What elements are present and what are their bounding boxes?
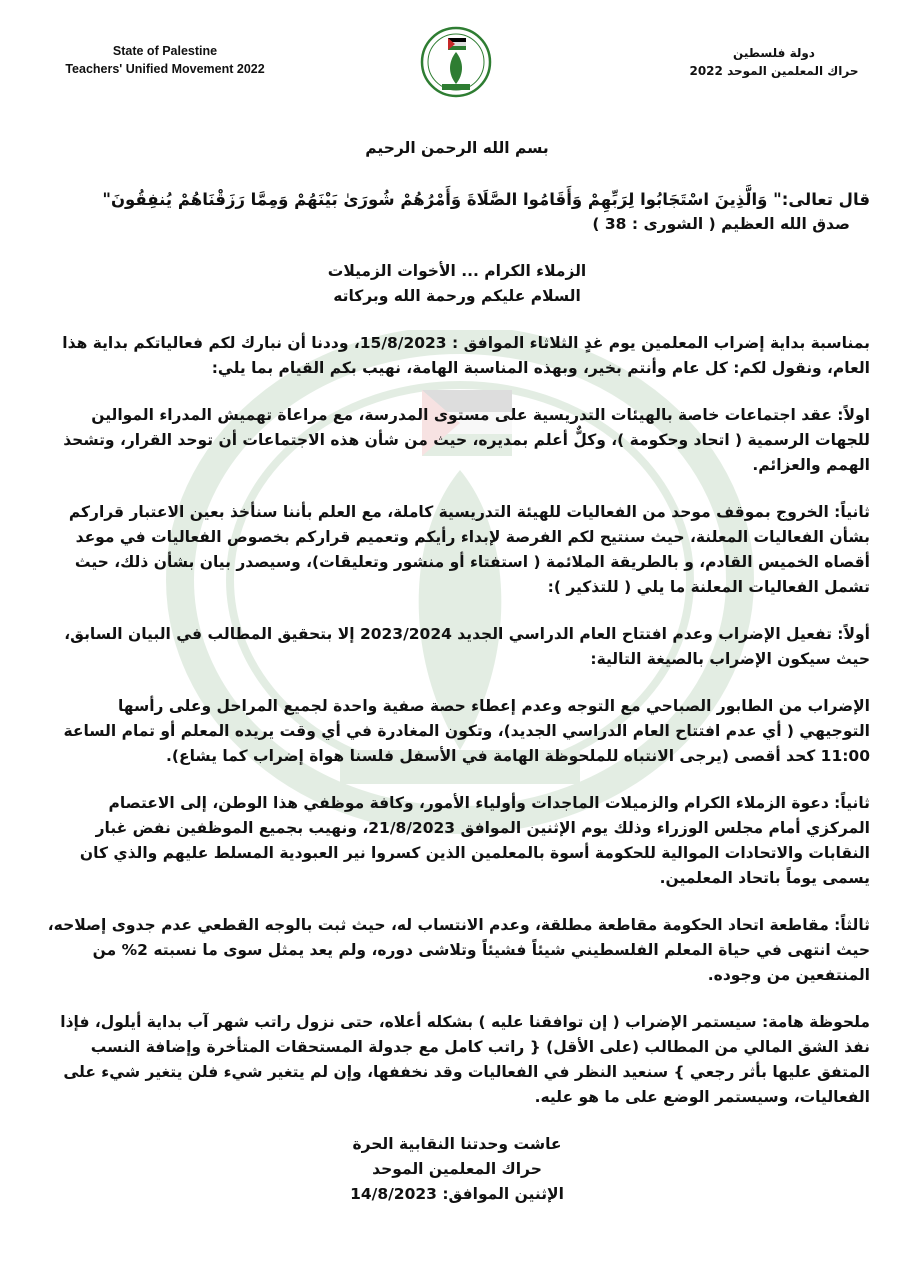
header-movement-ar: حراك المعلمين الموحد 2022 <box>689 64 859 78</box>
greeting-salam: السلام عليكم ورحمة الله وبركاته <box>333 287 581 305</box>
header-movement-en: Teachers' Unified Movement 2022 <box>65 62 265 76</box>
movement-logo <box>420 26 492 98</box>
closing-slogan: عاشت وحدتنا النقابية الحرة <box>352 1135 562 1153</box>
point-second: ثانياً: الخروج بموقف موحد من الفعاليات للهيئة التدريسية كاملة، مع العلم بأننا سنأخذ بعين الاعتبار قراركم بشأن الفعاليات المعلنة، حيث سنتيح لكم الفرصة لإبداء رأيكم وتعميم قراركم بخصوص الفعاليات في موعد أقصاه الخميس القادم، و بالطريقة الملائمة ( استفتاء أو منشور وتعليقات)، وسيصدر بيان بشأن ذلك، حيث تشمل الفعاليات المعلنة ما يلي ( للتذكير ): <box>68 503 870 596</box>
header-state-en: State of Palestine <box>112 44 218 58</box>
greeting-colleagues: الزملاء الكرام ... الأخوات الزميلات <box>327 262 587 280</box>
intro-paragraph: بمناسبة بداية إضراب المعلمين يوم غدٍ الثلاثاء الموافق : 15/8/2023، وددنا أن نبارك لكم فعالياتكم بداية هذا العام، ونقول لكم: كل عام وأنتم بخير، وبهذه المناسبة الهامة، نهيب بكم القيام بما يلي: <box>62 334 870 377</box>
closing-signature: حراك المعلمين الموحد <box>372 1160 542 1178</box>
verse-reference: صدق الله العظيم ( الشورى : 38 ) <box>592 215 850 233</box>
header-state-ar: دولة فلسطين <box>733 46 815 60</box>
activity-second: ثانياً: دعوة الزملاء الكرام والزميلات الماجدات وأولياء الأمور، وكافة موظفي هذا الوطن، إلى الاعتصام المركزي أمام مجلس الوزراء وذلك يوم الإثنين الموافق 21/8/2023، ونهيب بجميع الموظفين نفض غبار النقابات والاتحادات الموالية للحكومة أسوة بالمعلمين الذين كسروا نير العبودية المسلط عليهم والذي كان يسمى يوماً باتحاد المعلمين. <box>79 794 870 887</box>
header-english <box>40 42 290 78</box>
activity-third: ثالثاً: مقاطعة اتحاد الحكومة مقاطعة مطلقة، وعدم الانتساب له، حيث ثبت بالوجه القطعي عدم جدوى إصلاحه، حيث انتهى في حياة المعلم الفلسطيني شيئاً فشيئاً وتلاشى دوره، ولم يعد يمثل سوى ما نسبته 2% من المنتفعين من وجوده. <box>47 916 870 984</box>
header-arabic <box>674 44 874 80</box>
point-first: اولاً: عقد اجتماعات خاصة بالهيئات التدريسية على مستوى المدرسة، مع مراعاة تهميش المدراء الموالين للجهات الرسمية ( اتحاد وحكومة )، وكلٌّ أعلم بمديره، حيث من شأن هذه الاجتماعات أن توحد القرار، وتشحذ الهمم والعزائم. <box>63 406 870 474</box>
basmala: بسم الله الرحمن الرحيم <box>365 139 549 157</box>
important-note: ملحوظة هامة: سيستمر الإضراب ( إن توافقنا عليه ) بشكله أعلاه، حتى نزول راتب شهر آب بداية أيلول، فإذا نفذ الشق المالي من المطالب (على الأقل) { راتب كامل مع جدولة المستحقات المتأخرة وإضافة النسب المتفق عليها بأثر رجعي } سنعيد النظر في الفعاليات وقد نخففها، وإن لم يتغير شيء فلن يتغير شيء على الفعاليات، وسيستمر الوضع على ما هو عليه. <box>60 1013 870 1106</box>
closing-date: الإثنين الموافق: 14/8/2023 <box>350 1185 564 1203</box>
activity-first: أولاً: تفعيل الإضراب وعدم افتتاح العام الدراسي الجديد 2023/2024 إلا بتحقيق المطالب في البيان السابق، حيث سيكون الإضراب بالصيغة التالية: <box>64 625 870 668</box>
letter-body <box>44 128 870 1207</box>
quran-verse: قال تعالى:" وَالَّذِينَ اسْتَجَابُوا لِرَبِّهِمْ وَأَقَامُوا الصَّلَاةَ وَأَمْرُهُمْ شُورَىٰ بَيْنَهُمْ وَمِمَّا رَزَقْنَاهُمْ يُنفِقُونَ" <box>102 190 870 209</box>
strike-form: الإضراب من الطابور الصباحي مع التوجه وعدم إعطاء حصة صفية واحدة لجميع المراحل وعلى رأسها التوجيهي ( أي عدم افتتاح العام الدراسي الجديد)، وتكون المغادرة في أي وقت يريده المعلم أو تمام الساعة 11:00 كحد أقصى (يرجى الانتباه للملحوظة الهامة في الأسفل فلسنا هواة إضراب كما يشاع). <box>63 697 870 765</box>
